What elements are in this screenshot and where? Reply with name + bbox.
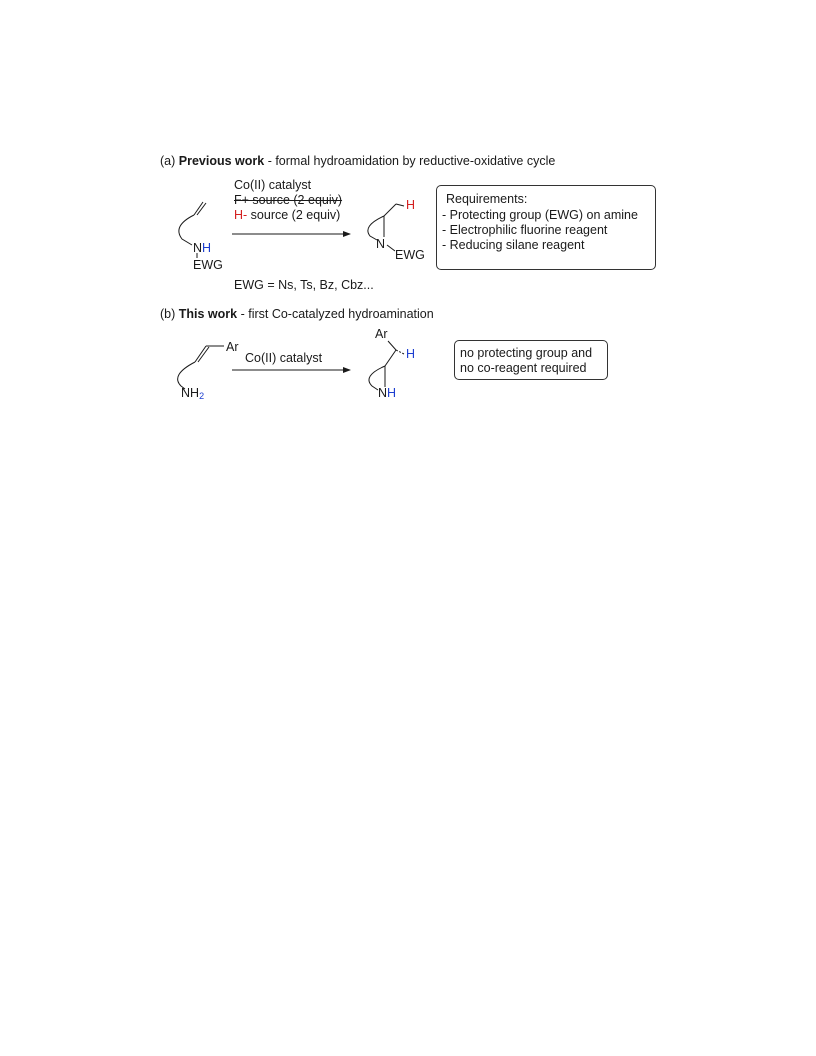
section-b-bold: This work	[178, 307, 238, 321]
note-line-2: no co-reagent required	[460, 361, 587, 375]
requirement-item: - Protecting group (EWG) on amine	[442, 208, 638, 222]
reagent-catalyst-a: Co(II) catalyst	[234, 178, 312, 192]
product-a-h: H	[406, 198, 416, 212]
product-b-ar: Ar	[375, 327, 388, 341]
ewg-definition: EWG = Ns, Ts, Bz, Cbz...	[234, 278, 374, 292]
reagent-catalyst-b: Co(II) catalyst	[245, 351, 323, 365]
product-a-n-ewg-bond	[387, 245, 395, 251]
product-a-ewg: EWG	[395, 248, 425, 262]
section-b-header: (b) This work - first Co-catalyzed hydroamination	[160, 307, 434, 321]
requirement-item: - Reducing silane reagent	[442, 238, 585, 252]
substrate-b-ring	[178, 362, 195, 389]
substrate-b-ar: Ar	[226, 340, 239, 354]
reagent-hydride-source: H- source (2 equiv)	[234, 208, 341, 222]
product-a-n: N	[376, 237, 386, 251]
requirement-item: - Electrophilic fluorine reagent	[442, 223, 608, 237]
product-b-nh: NH	[378, 386, 397, 400]
substrate-b-nh2: $NH_2$	[181, 386, 205, 401]
note-line-1: no protecting group and	[460, 346, 593, 360]
substrate-a-ring	[179, 215, 194, 245]
product-a-ring	[368, 216, 384, 240]
section-a-header: (a) Previous work - formal hydroamidation by reductive-oxidative cycle	[160, 154, 556, 168]
product-b-h: H	[406, 347, 416, 361]
requirements-title: Requirements:	[446, 192, 528, 206]
section-a-bold: Previous work	[178, 154, 265, 168]
substrate-a-ewg: EWG	[193, 258, 223, 272]
product-b-ring	[369, 366, 385, 390]
substrate-a-nh: NH	[193, 241, 212, 255]
reagent-fluorine-source: F+ source (2 equiv)	[234, 193, 343, 207]
